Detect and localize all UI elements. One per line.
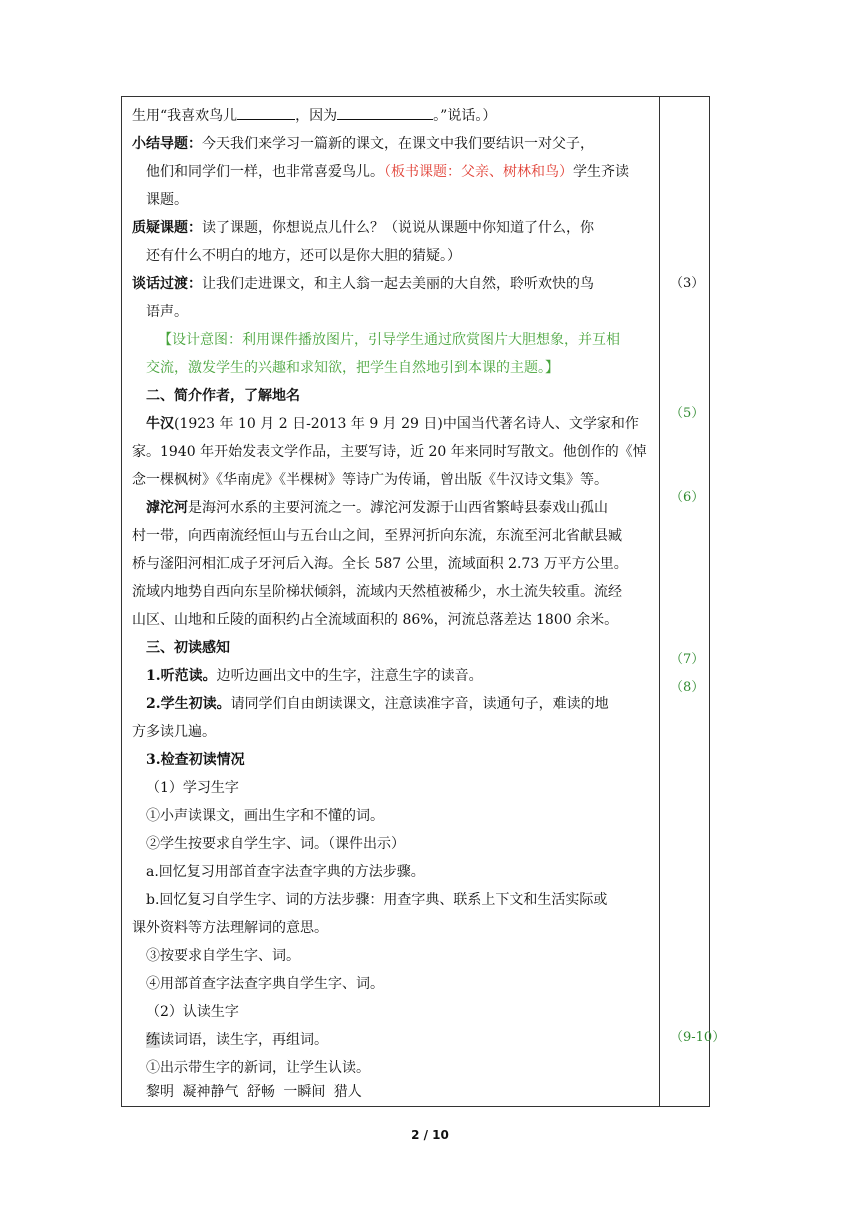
text-line: 语声。 <box>146 304 188 320</box>
text-line: 念一棵枫树》《华南虎》《半棵树》等诗广为传诵，曾出版《牛汉诗文集》等。 <box>132 472 608 488</box>
page-ref: （3） <box>670 276 705 291</box>
text-line: 2.学生初读。请同学们自由朗读课文，注意读准字音，读通句子，难读的地 <box>146 696 609 712</box>
lesson-table <box>121 96 726 1107</box>
text-line: 他们和同学们一样，也非常喜爱鸟儿。（板书课题：父亲、树林和鸟）学生齐读 <box>146 164 629 180</box>
text-line: 流域内地势自西向东呈阶梯状倾斜，流域内天然植被稀少，水土流失较重。流经 <box>132 584 622 600</box>
text-line: 课题。 <box>146 192 188 208</box>
text-line: （1）学习生字 <box>146 780 239 796</box>
text-line: b.回忆复习自学生字、词的方法步骤：用查字典、联系上下文和生活实际或 <box>146 892 608 908</box>
column-divider <box>659 97 660 1106</box>
section-heading: 三、初读感知 <box>146 640 230 656</box>
page-ref: （9-10） <box>670 1030 726 1045</box>
text-line: 课外资料等方法理解词的意思。 <box>132 920 328 936</box>
fill-blank <box>237 104 295 120</box>
text-line: ②学生按要求自学生字、词。（课件出示） <box>146 836 405 852</box>
text-line: 还有什么不明白的地方，还可以是你大胆的猜疑。） <box>146 248 461 264</box>
text-line: 练读词语，读生字，再组词。 <box>146 1032 328 1048</box>
text-line: ③按要求自学生字、词。 <box>146 948 300 964</box>
text-line: 方多读几遍。 <box>132 724 216 740</box>
text-line: ④用部首查字法查字典自学生字、词。 <box>146 976 384 992</box>
text-line: a.回忆复习用部首查字法查字典的方法步骤。 <box>146 864 425 880</box>
text-line: （2）认读生字 <box>146 1004 239 1020</box>
section-heading: 3.检查初读情况 <box>146 752 245 768</box>
text-line: 山区、山地和丘陵的面积约占全流域面积的 86%，河流总落差达 1800 余米。 <box>132 612 619 628</box>
page-number: 2 / 10 <box>411 1128 449 1142</box>
text-line: ①小声读课文，画出生字和不懂的词。 <box>146 808 384 824</box>
text-line: 牛汉(1923 年 10 月 2 日-2013 年 9 月 29 日)中国当代著名诗人、文学家和作 <box>146 416 639 432</box>
page-ref: （6） <box>670 490 705 505</box>
text-line: 村一带，向西南流经恒山与五台山之间，至界河折向东流，东流至河北省献县臧 <box>132 528 622 544</box>
text-line: 生用“我喜欢鸟儿 ，因为 。”说话。） <box>132 104 496 128</box>
text-line: 谈话过渡：让我们走进课文，和主人翁一起去美丽的大自然，聆听欢快的鸟 <box>132 276 594 292</box>
section-heading: 二、简介作者，了解地名 <box>146 388 300 404</box>
text-line: 滹沱河是海河水系的主要河流之一。滹沱河发源于山西省繁峙县泰戏山孤山 <box>146 500 608 516</box>
text-line: 桥与滏阳河相汇成子牙河后入海。全长 587 公里，流域面积 2.73 万平方公里。 <box>132 556 628 572</box>
text-line: 小结导题：今天我们来学习一篇新的课文，在课文中我们要结识一对父子， <box>132 136 594 152</box>
text-line: 质疑课题：读了课题，你想说点儿什么？（说说从课题中你知道了什么，你 <box>132 220 594 236</box>
design-intent: 【设计意图：利用课件播放图片，引导学生通过欣赏图片大胆想象，并互相 <box>158 332 620 348</box>
text-line: 1.听范读。边听边画出文中的生字，注意生字的读音。 <box>146 668 483 684</box>
page-ref: （5） <box>670 406 705 421</box>
page-ref: （8） <box>670 680 705 695</box>
fill-blank <box>337 104 433 120</box>
text-line: 黎明 凝神静气 舒畅 一瞬间 猎人 <box>146 1084 362 1100</box>
text-line: ①出示带生字的新词，让学生认读。 <box>146 1060 370 1076</box>
design-intent: 交流，激发学生的兴趣和求知欲，把学生自然地引到本课的主题。】 <box>146 360 559 376</box>
text-line: 家。1940 年开始发表文学作品，主要写诗，近 20 年来同时写散文。他创作的《悼 <box>132 444 647 460</box>
page-ref: （7） <box>670 652 705 667</box>
